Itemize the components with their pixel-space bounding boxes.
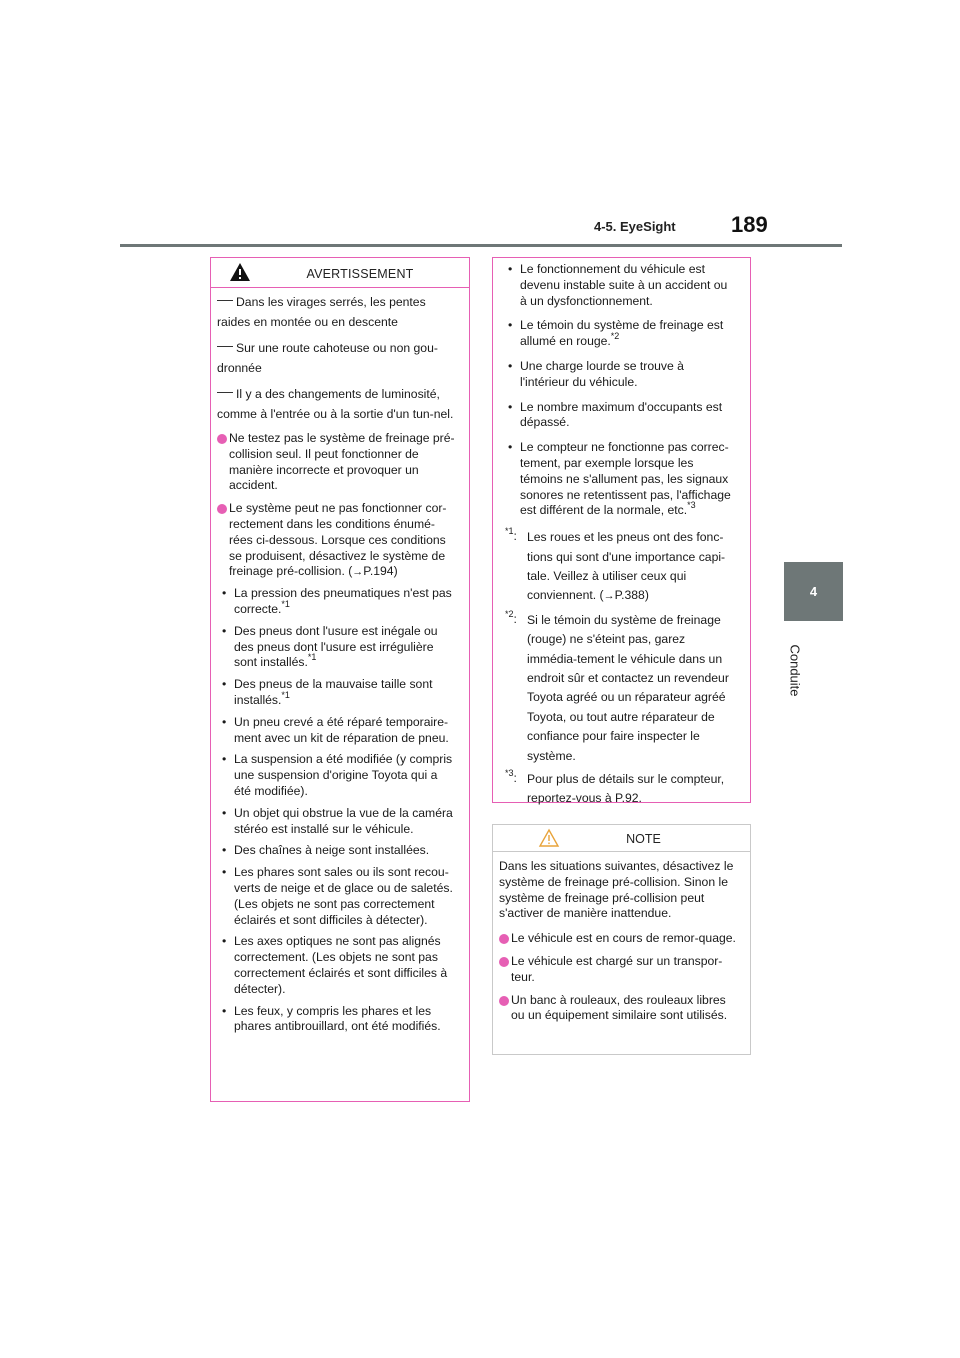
dash-icon <box>217 392 233 393</box>
dot-item-text: Ne testez pas le système de freinage pré-collision seul. Il peut fonctionner de manière incorrecte et provoquer un accident. <box>229 431 455 493</box>
dot-item <box>217 431 457 494</box>
chapter-tab[interactable] <box>784 562 843 621</box>
footnote <box>505 528 736 607</box>
list-item <box>219 586 457 618</box>
bullet-dot-icon <box>217 504 227 514</box>
footnote-ref: *3 <box>687 500 696 511</box>
arrow-right-icon: → <box>603 590 615 603</box>
list-item <box>219 624 457 671</box>
footnote-mark-text: *2 <box>505 608 514 619</box>
chapter-number: 4 <box>809 584 818 599</box>
dot-item <box>499 931 740 947</box>
dash-icon <box>217 346 233 347</box>
footnote-mark: $^{*3}$: <box>505 767 517 786</box>
dot-item <box>499 954 740 986</box>
list-item-text: Les feux, y compris les phares et les phares antibrouillard, ont été modifiés. <box>234 1003 441 1034</box>
bullet-dot-icon <box>499 996 509 1006</box>
footnote-text: Les roues et les pneus ont des fonc-tions qui sont d'une importance capi-tale. Veillez à utiliser ceux qui conviennent. ( <box>527 530 726 603</box>
bullet-icon: • <box>222 934 227 949</box>
list-item-text: Des pneus de la mauvaise taille sont installés. <box>234 677 433 707</box>
footnote-text: Pour plus de détails sur le compteur, reportez-vous à P.92. <box>527 772 725 806</box>
bullet-dot-icon <box>499 957 509 967</box>
warning-triangle-icon <box>229 262 251 282</box>
list-item <box>219 715 457 747</box>
list-item <box>219 865 457 928</box>
footnote-mark: $^{*2}$: <box>505 608 517 626</box>
list-item-text: La pression des pneumatiques n'est pas correcte. <box>234 586 452 616</box>
bullet-icon: • <box>508 399 513 414</box>
footnote-mark-text: *3 <box>505 767 514 778</box>
list-item-text: Un pneu crevé a été réparé temporaire-ment avec un kit de réparation de pneu. <box>234 714 449 745</box>
list-item-text: Les axes optiques ne sont pas alignés correctement. (Les objets ne sont pas correctement éclairés et sont difficiles à détecter). <box>234 934 448 996</box>
footnote-ref: *1 <box>307 652 317 663</box>
footnote-ref: *2 <box>610 331 620 342</box>
footnote-mark-text: *1 <box>505 526 514 537</box>
bullet-icon: • <box>508 440 513 455</box>
bullet-icon: • <box>508 318 513 333</box>
dot-item <box>217 501 457 581</box>
warning-box-header <box>211 258 469 288</box>
list-item <box>505 400 736 432</box>
bullet-icon: • <box>222 805 227 820</box>
bullet-icon: • <box>222 752 227 767</box>
page-reference-link[interactable]: P.388) <box>614 588 649 603</box>
list-item-text: Les phares sont sales ou ils sont recou-verts de neige et de glace ou de saletés. (Les objets ne sont pas correctement éclairés et sont difficiles à détecter). <box>234 865 453 927</box>
dot-item-text: Un banc à rouleaux, des rouleaux libres ou un équipement similaire sont utilisés. <box>511 992 728 1023</box>
bullet-icon: • <box>222 865 227 880</box>
list-item-text: Des pneus dont l'usure est inégale ou des pneus dont l'usure est irrégulière sont installés. <box>234 623 438 670</box>
note-box <box>492 824 751 1055</box>
bullet-dot-icon <box>499 934 509 944</box>
dot-item-text: Le véhicule est en cours de remor-quage. <box>511 931 736 946</box>
chapter-label-text: Conduite <box>787 643 803 697</box>
arrow-right-icon: → <box>352 566 364 579</box>
list-item <box>219 677 457 709</box>
list-item-text: Le nombre maximum d'occupants est dépassé. <box>520 399 723 430</box>
footnote <box>505 608 736 766</box>
list-item-text: Un objet qui obstrue la vue de la caméra stéréo est installé sur le véhicule. <box>234 805 453 836</box>
page-number: 189 <box>731 212 768 237</box>
list-item-text: Le témoin du système de freinage est allumé en rouge. <box>520 318 724 349</box>
footnote <box>505 767 736 809</box>
chapter-label <box>772 630 818 710</box>
dash-item-text: Sur une route cahoteuse ou non gou-dronnée <box>217 341 438 375</box>
dot-item-text: Le système peut ne pas fonctionner cor-rectement dans les conditions énumé-rées ci-dessous. Lorsque ces conditions se produisent, désactivez le système de freinage pré-collision. ( <box>229 501 447 579</box>
list-item <box>219 806 457 838</box>
dash-item <box>217 339 457 378</box>
list-item-text: Le compteur ne fonctionne pas correc-tement, par exemple lorsque les témoins ne s'allument pas, les signaux sonores ne retentissent pas, l'affichage est différent de la normale, etc. <box>520 440 731 518</box>
dot-item-text: Le véhicule est chargé sur un transpor-teur. <box>511 953 723 984</box>
list-item-text: La suspension a été modifiée (y compris une suspension d'origine Toyota qui a été modifiée). <box>234 752 453 798</box>
footnote-ref: *1 <box>281 598 290 609</box>
note-intro: Dans les situations suivantes, désactivez le système de freinage pré-collision. Sinon le système de freinage pré-collision peut s'activer de manière inattendue. <box>499 859 734 921</box>
warning-box <box>210 257 470 1102</box>
dash-item-text: Il y a des changements de luminosité, comme à l'entrée ou à la sortie d'un tun-nel. <box>217 387 454 421</box>
list-item-text: Une charge lourde se trouve à l'intérieur du véhicule. <box>520 358 684 389</box>
list-item-text: Des chaînes à neige sont installées. <box>234 843 430 858</box>
header-rule <box>120 244 842 247</box>
note-box-title: NOTE <box>626 832 661 846</box>
dash-icon <box>217 300 233 301</box>
note-box-body <box>493 852 750 1024</box>
dot-item <box>499 993 740 1025</box>
list-item <box>505 262 736 309</box>
footnote-ref: *1 <box>281 689 290 700</box>
warning-box-title: AVERTISSEMENT <box>306 267 414 281</box>
bullet-icon: • <box>222 586 227 601</box>
bullet-icon: • <box>222 843 227 858</box>
list-item-text: Le fonctionnement du véhicule est devenu instable suite à un accident ou à un dysfonctionnement. <box>520 262 728 308</box>
bullet-icon: • <box>222 714 227 729</box>
list-item <box>219 1004 457 1036</box>
bullet-icon: • <box>222 1003 227 1018</box>
bullet-icon: • <box>222 677 227 692</box>
page-reference-link[interactable]: P.194) <box>363 564 398 579</box>
bullet-icon: • <box>508 262 513 276</box>
dash-item-text: Dans les virages serrés, les pentes raides en montée ou en descente <box>217 295 426 329</box>
list-item <box>505 318 736 350</box>
section-title: 4-5. EyeSight <box>594 219 676 234</box>
list-item <box>219 934 457 997</box>
bullet-icon: • <box>222 623 227 638</box>
dash-item <box>217 293 457 332</box>
list-item <box>219 843 457 859</box>
list-item <box>219 752 457 799</box>
bullet-dot-icon <box>217 434 227 444</box>
warning-continued-box <box>492 257 751 806</box>
footnote-mark: $^{*1}$: <box>505 526 517 544</box>
bullet-icon: • <box>508 358 513 373</box>
note-box-header <box>493 825 750 852</box>
dash-item <box>217 385 457 424</box>
footnote-text: Si le témoin du système de freinage (rouge) ne s'éteint pas, garez immédia-tement le véhicule dans un endroit sûr et contactez un revendeur Toyota agréé ou un réparateur agréé Toyota, ou tout autre réparateur de confiance pour faire inspecter le système. <box>527 612 729 763</box>
warning-box-body <box>211 288 469 1035</box>
list-item <box>505 440 736 519</box>
list-item <box>505 359 736 391</box>
